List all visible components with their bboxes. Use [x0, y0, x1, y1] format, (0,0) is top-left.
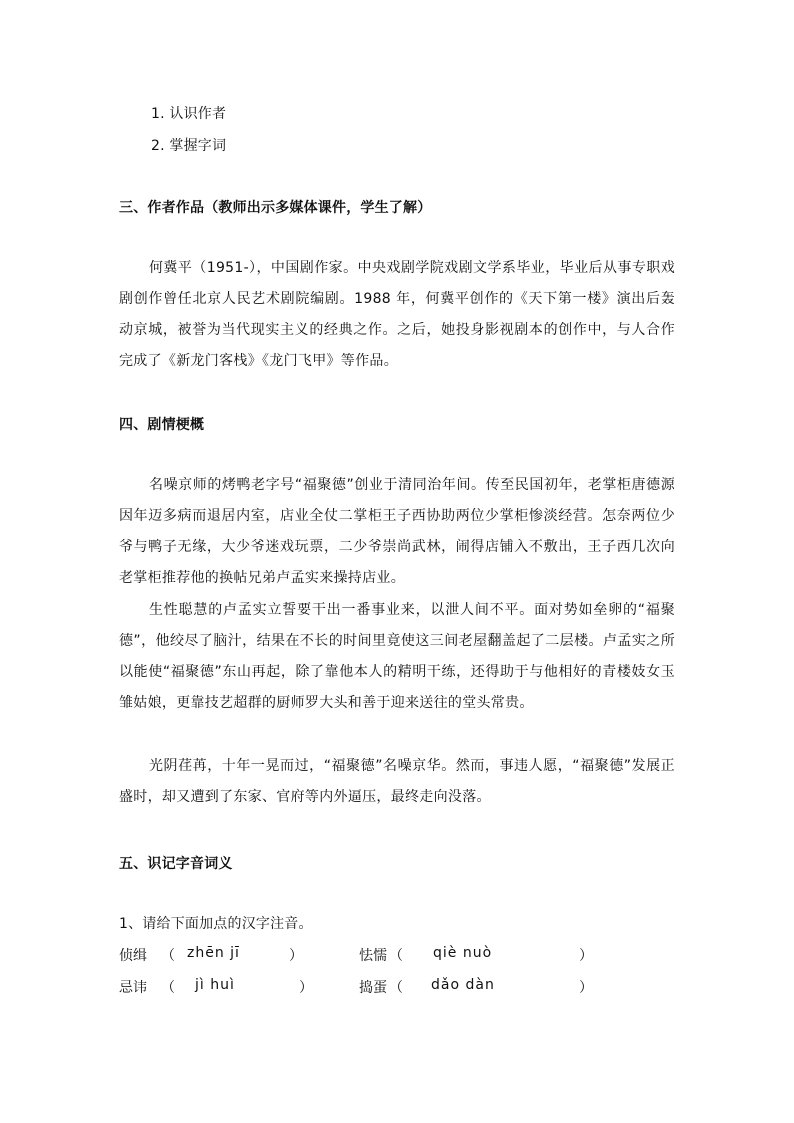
section-5-heading: 五、识记字音词义	[119, 856, 233, 872]
section-4-heading: 四、剧情梗概	[119, 417, 205, 433]
close-paren: ）	[299, 980, 313, 996]
pinyin-word: 怯懦	[359, 948, 387, 964]
section-3-heading: 三、作者作品（教师出示多媒体课件，学生了解）	[119, 200, 432, 216]
pinyin-word: 忌讳	[119, 980, 147, 996]
objective-1: 1. 认识作者	[151, 106, 227, 122]
pinyin-answer: qiè nuò	[433, 945, 493, 961]
open-paren: （	[389, 980, 403, 996]
pinyin-word: 侦缉	[119, 948, 147, 964]
open-paren: （	[161, 980, 175, 996]
synopsis-paragraph-1: 名噪京师的烤鸭老字号“福聚德”创业于清同治年间。传至民国初年，老掌柜唐德源因年迈多病而退居内室，店业全仗二掌柜王子西协助两位少掌柜惨淡经营。怎奈两位少爷与鸭子无缘，大少爷迷戏玩票，二少爷崇尚武林，闹得店铺入不敷出，王子西几次向老掌柜推荐他的换帖兄弟卢孟实来操持店业。	[119, 477, 675, 586]
close-paren: ）	[289, 948, 303, 964]
close-paren: ）	[579, 948, 593, 964]
pinyin-answer: dǎo dàn	[431, 977, 495, 993]
pinyin-answer: jì huì	[195, 977, 235, 993]
objective-2: 2. 掌握字词	[151, 138, 227, 154]
close-paren: ）	[579, 980, 593, 996]
pinyin-row	[119, 977, 639, 997]
synopsis-paragraph-3: 光阴荏苒，十年一晃而过，“福聚德”名噪京华。然而，事违人愿，“福聚德”发展正盛时，却又遭到了东家、官府等内外逼压，最终走向没落。	[119, 758, 675, 805]
pinyin-word: 捣蛋	[359, 980, 387, 996]
pinyin-question: 1、请给下面加点的汉字注音。	[119, 916, 313, 932]
pinyin-answer: zhēn jī	[187, 945, 240, 961]
open-paren: （	[161, 948, 175, 964]
author-paragraph: 何冀平（1951-），中国剧作家。中央戏剧学院戏剧文学系毕业，毕业后从事专职戏剧创作曾任北京人民艺术剧院编剧。1988 年，何冀平创作的《天下第一楼》演出后轰动京城，被誉为当代现实主义的经典之作。之后，她投身影视剧本的创作中，与人合作完成了《新龙门客栈》《龙门飞甲》等作品。	[119, 260, 675, 369]
pinyin-row	[119, 945, 639, 965]
open-paren: （	[389, 948, 403, 964]
synopsis-paragraph-2: 生性聪慧的卢孟实立誓要干出一番事业来，以泄人间不平。面对势如垒卵的“福聚德”，他绞尽了脑汁，结果在不长的时间里竟使这三间老屋翻盖起了二层楼。卢孟实之所以能使“福聚德”东山再起，除了靠他本人的精明干练，还得助于与他相好的青楼妓女玉雏姑娘，更靠技艺超群的厨师罗大头和善于迎来送往的堂头常贵。	[119, 602, 675, 711]
